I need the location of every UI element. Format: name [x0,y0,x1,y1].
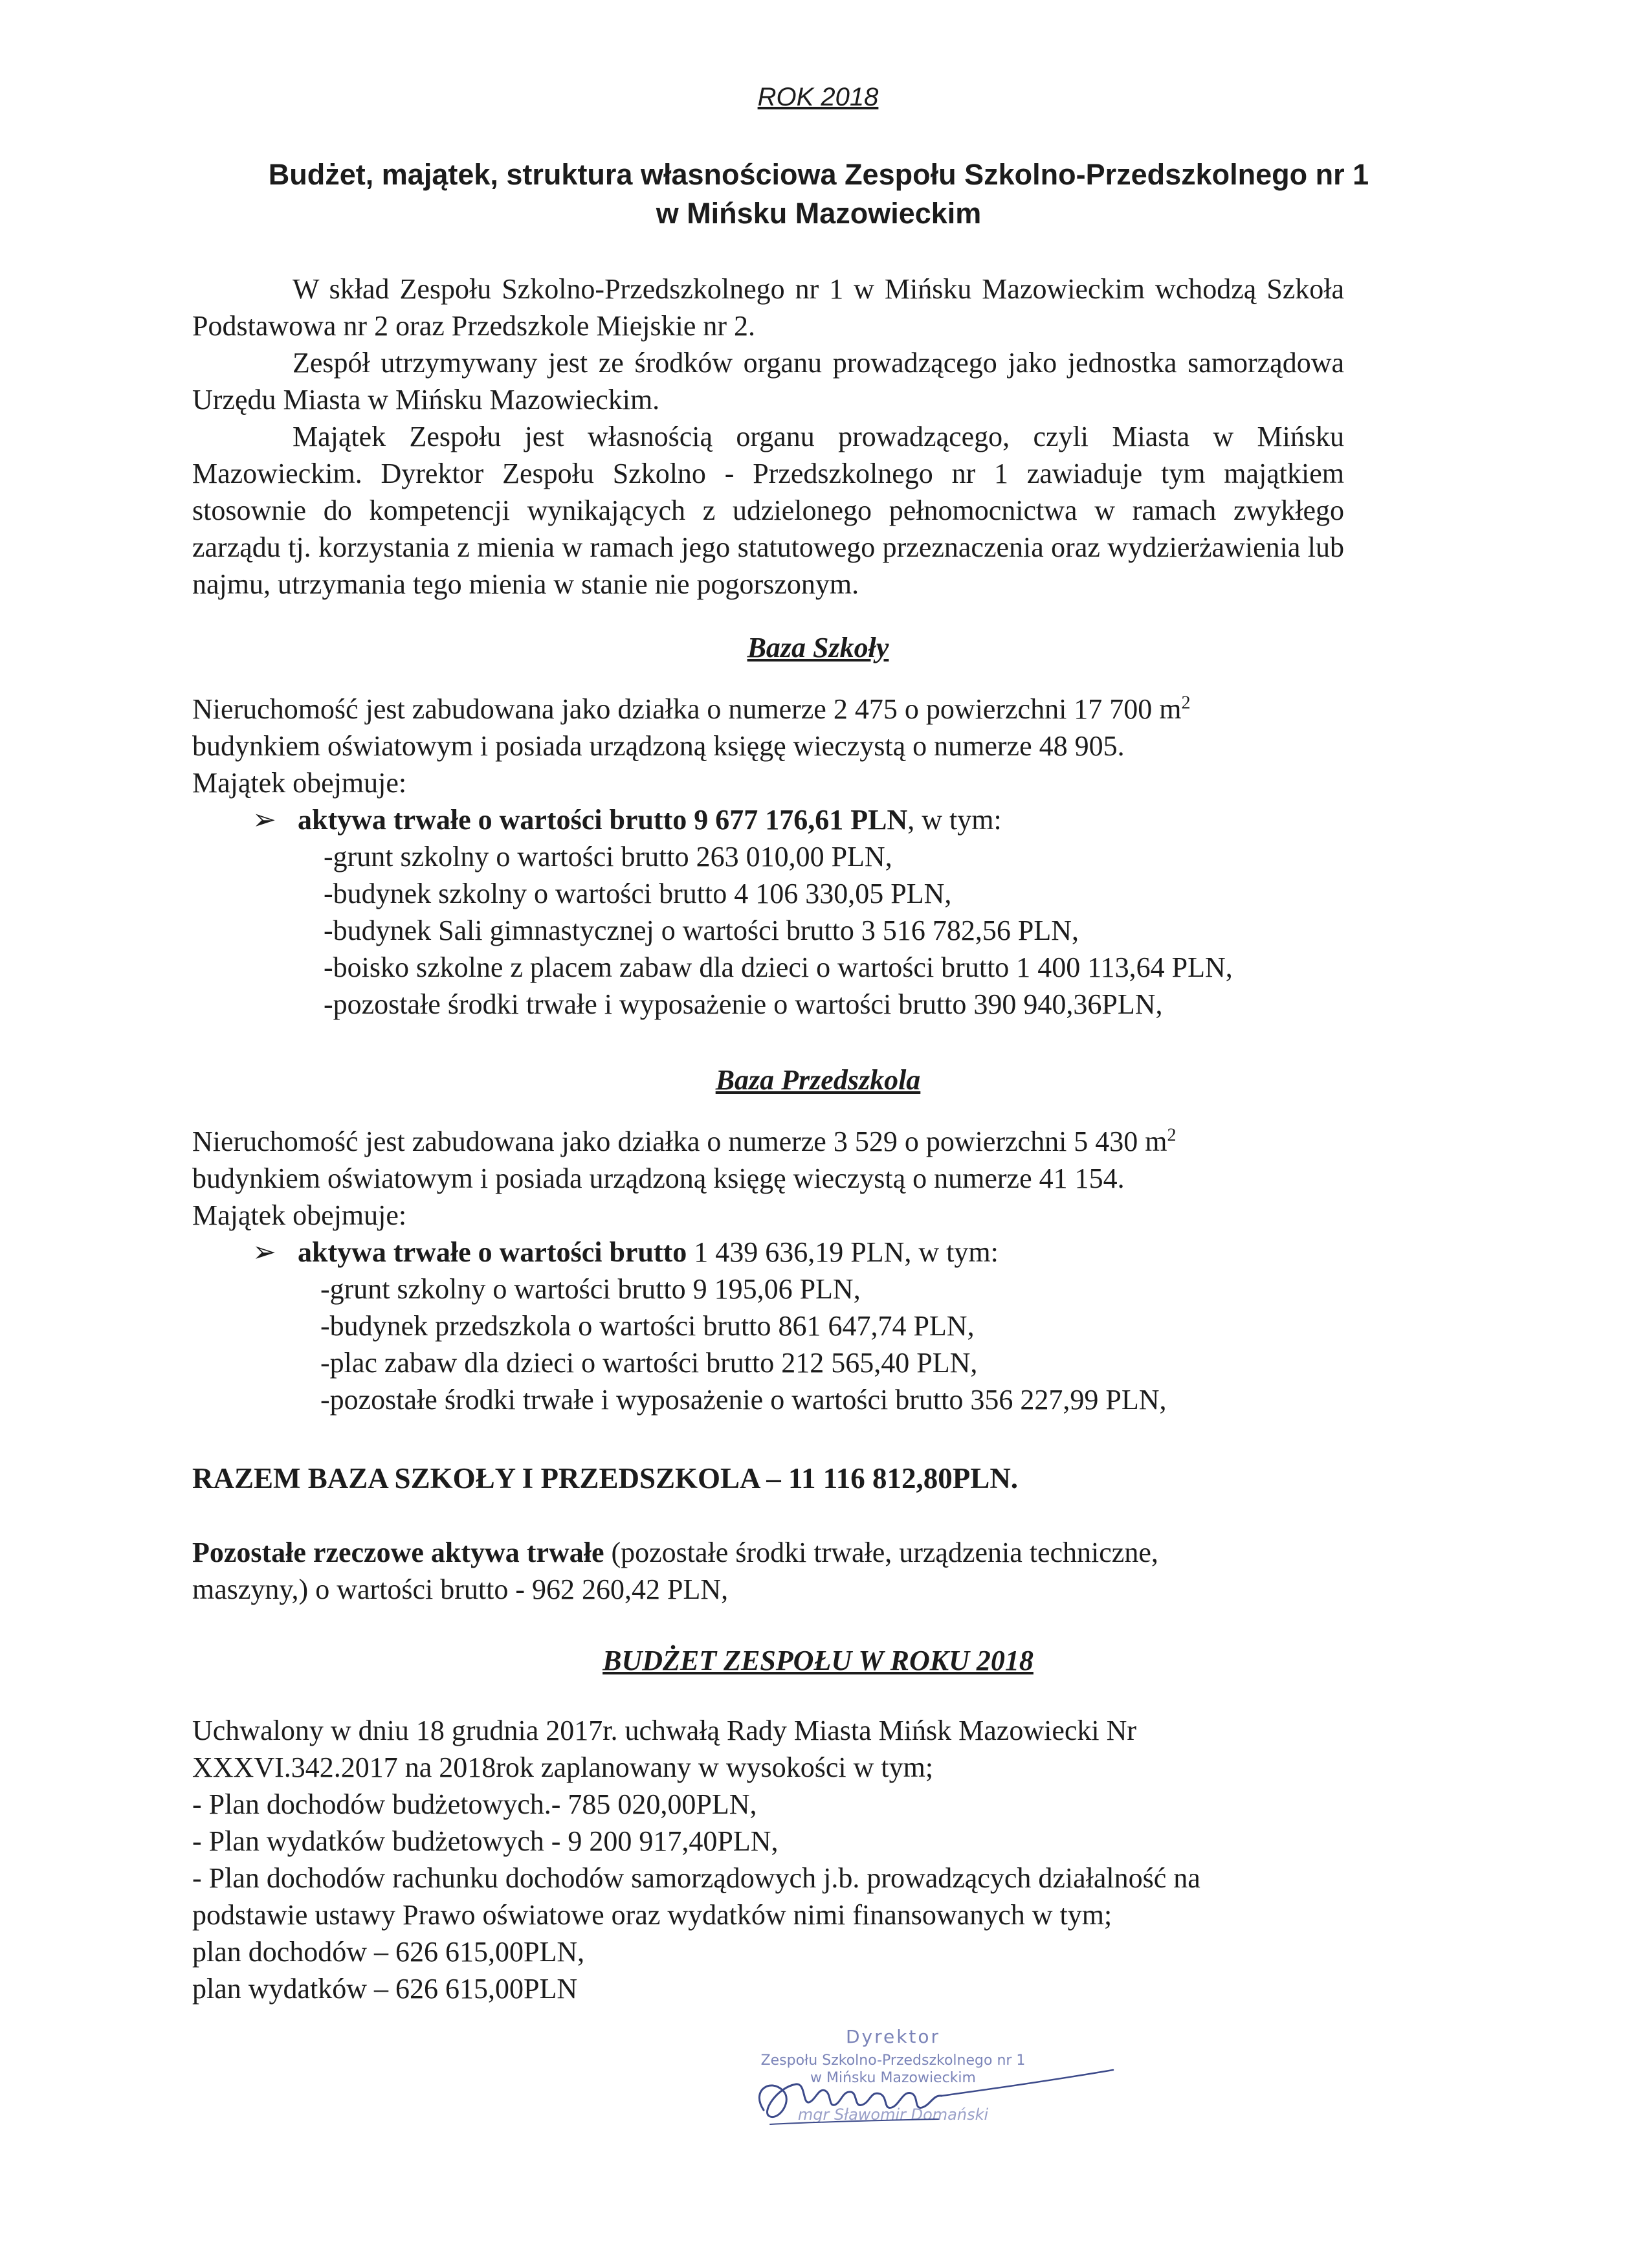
subtitle-line-1: Budżet, majątek, struktura własnościowa Zespołu Szkolno-Przedszkolnego nr 1 [268,158,1369,191]
budget-line: Uchwalony w dniu 18 grudnia 2017r. uchwałą Rady Miasta Mińsk Mazowiecki Nr [192,1715,1137,1746]
preschool-assets-intro: Majątek obejmuje: [192,1199,407,1231]
superscript: 2 [1167,1125,1177,1146]
school-property-line-1: Nieruchomość jest zabudowana jako działka o numerze 2 475 o powierzchni 17 700 $m^2$ [192,693,1191,725]
stamp-institution: Zespołu Szkolno-Przedszkolnego nr 1 [760,2052,1026,2069]
other-assets-paragraph [192,1534,1357,1608]
preschool-asset-item: -pozostałe środki trwałe i wyposażenie o wartości brutto 356 227,99 PLN, [320,1384,1167,1416]
school-asset-item: -pozostałe środki trwałe i wyposażenie o wartości brutto 390 940,36PLN, [324,988,1163,1020]
other-assets-line-1: Pozostałe rzeczowe aktywa trwałe (pozostałe środki trwałe, urządzenia techniczne, [192,1537,1158,1568]
school-assets-bullet: ➢ aktywa trwałe o wartości brutto 9 677 176,61 PLN, w tym: [252,801,1385,838]
other-assets-line-2: maszyny,) o wartości brutto - 962 260,42 PLN, [192,1573,729,1605]
budget-line: plan dochodów – 626 615,00PLN, [192,1936,585,1968]
budget-section-heading: BUDŻET ZESPOŁU W ROKU 2018 [602,1645,1034,1676]
school-asset-item: -grunt szkolny o wartości brutto 263 010,00 PLN, [324,841,892,873]
preschool-asset-item: -budynek przedszkola o wartości brutto 861 647,74 PLN, [320,1310,975,1342]
budget-line: plan wydatków – 626 615,00PLN [192,1973,578,2005]
intro-paragraph-3: Majątek Zespołu jest własnością organu prowadzącego, czyli Miasta w Mińsku Mazowieckim. Dyrektor Zespołu Szkolno - Przedszkolnego nr 1 zawiaduje tym majątkiem stosownie do kompetencji wynikających z udzielonego pełnomocnictwa w ramach zwykłego zarządu tj. korzystania z mienia w ramach jego statutowego przeznaczenia oraz wydzierżawienia lub najmu, utrzymania tego mienia w stanie nie pogorszonym. [192,421,1344,600]
school-assets-intro: Majątek obejmuje: [192,767,407,799]
school-asset-item: -budynek szkolny o wartości brutto 4 106 330,05 PLN, [324,878,952,909]
preschool-property-line-2: budynkiem oświatowym i posiada urządzoną księgę wieczystą o numerze 41 154. [192,1162,1125,1194]
handwritten-signature [744,2065,1120,2136]
stamp-title: Dyrektor [845,2026,941,2047]
preschool-property-line-1: Nieruchomość jest zabudowana jako działka o numerze 3 529 o powierzchni 5 430 $m^2$ [192,1125,1177,1157]
stamp-name: mgr Sławomir Domański [797,2106,989,2124]
total-assets-line: RAZEM BAZA SZKOŁY I PRZEDSZKOLA – 11 116 812,80PLN. [192,1462,1019,1495]
budget-line: - Plan dochodów rachunku dochodów samorządowych j.b. prowadzących działalność na [192,1862,1200,1894]
preschool-asset-item: -plac zabaw dla dzieci o wartości brutto 212 565,40 PLN, [320,1347,978,1379]
intro-paragraph-2: Zespół utrzymywany jest ze środków organu prowadzącego jako jednostka samorządowa Urzędu Miasta w Mińsku Mazowieckim. [192,347,1344,416]
school-section-heading: Baza Szkoły [747,632,889,663]
intro-paragraph-1: W skład Zespołu Szkolno-Przedszkolnego nr 1 w Mińsku Mazowieckim wchodzą Szkoła Podstawowa nr 2 oraz Przedszkole Miejskie nr 2. [192,273,1344,342]
stamp-city: w Mińsku Mazowieckim [810,2070,976,2086]
document-subtitle [162,155,1476,233]
budget-line: - Plan dochodów budżetowych.- 785 020,00PLN, [192,1788,757,1820]
school-asset-item: -boisko szkolne z placem zabaw dla dzieci o wartości brutto 1 400 113,64 PLN, [324,951,1233,983]
document-title: ROK 2018 [757,83,879,111]
superscript: 2 [1181,693,1191,713]
preschool-assets-bullet: ➢ aktywa trwałe o wartości brutto 1 439 636,19 PLN, w tym: [252,1234,1385,1271]
school-property-line-2: budynkiem oświatowym i posiada urządzoną księgę wieczystą o numerze 48 905. [192,730,1125,762]
budget-line: podstawie ustawy Prawo oświatowe oraz wydatków nimi finansowanych w tym; [192,1899,1112,1931]
preschool-section-heading: Baza Przedszkola [715,1064,921,1096]
subtitle-line-2: w Mińsku Mazowieckim [656,197,982,230]
preschool-property-description [192,1123,1357,1234]
budget-line: XXXVI.342.2017 na 2018rok zaplanowany w wysokości w tym; [192,1751,934,1783]
arrow-bullet-icon: ➢ [252,1236,276,1268]
arrow-bullet-icon: ➢ [252,804,276,836]
school-property-description [192,691,1357,801]
preschool-asset-item: -grunt szkolny o wartości brutto 9 195,06 PLN, [320,1273,861,1305]
school-asset-item: -budynek Sali gimnastycznej o wartości brutto 3 516 782,56 PLN, [324,915,1079,946]
budget-line: - Plan wydatków budżetowych - 9 200 917,40PLN, [192,1825,779,1857]
